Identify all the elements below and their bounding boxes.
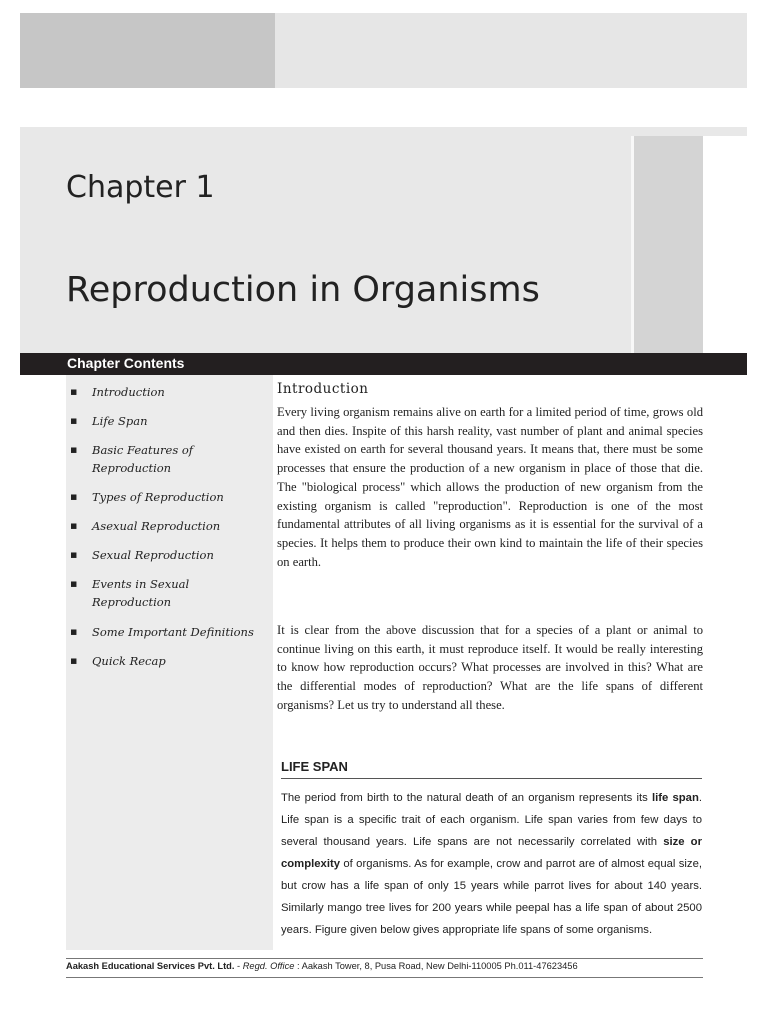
footer-company: Aakash Educational Services Pvt. Ltd.	[66, 961, 235, 971]
page-footer	[66, 961, 703, 971]
footer-divider-bottom	[66, 977, 703, 978]
introduction-paragraph-1: Every living organism remains alive on earth for a limited period of time, grows old and then dies. Inspite of this harsh reality, vast number of plant and animal species have existed on earth for several thousand years. It means that, there must be some processes that ensure the production of a new organism in place of those that die. The "biological process" which allows the production of new organism from the existing organism is called "reproduction". Reproduction is one of the most fundamental attributes of all living organisms as it is essential for the survival of a species. It helps them to produce their own kind to maintain the life of their species on earth.	[277, 405, 703, 569]
chapter-header-box	[20, 127, 631, 353]
life-span-text-start: The period from birth to the natural death of an organism represents its	[281, 792, 652, 804]
chapter-number: Chapter 1	[66, 170, 215, 205]
bullet-icon: ▪	[70, 654, 78, 667]
life-span-heading: LIFE SPAN	[281, 759, 348, 774]
bullet-icon: ▪	[70, 519, 78, 532]
header-side-block	[631, 136, 703, 353]
introduction-heading: Introduction	[277, 381, 369, 397]
footer-office-label: Regd. Office	[242, 961, 295, 971]
contents-item-label: Introduction	[92, 385, 165, 399]
introduction-paragraph-2: It is clear from the above discussion that for a species of a plant or animal to continue living on this earth, it must reproduce itself. It would be really interesting to know how reproduction occurs? What processes are involved in this? What are the differential modes of reproduction? What are the life spans of different organisms? Let us try to understand all these.	[277, 623, 703, 712]
contents-item-label: Some Important Definitions	[92, 625, 254, 639]
bullet-icon: ▪	[70, 625, 78, 638]
footer-separator: -	[234, 961, 243, 971]
header-side-edge	[631, 136, 634, 353]
bullet-icon: ▪	[70, 414, 78, 427]
bullet-icon: ▪	[70, 577, 78, 590]
bullet-icon: ▪	[70, 385, 78, 398]
life-span-term: life span	[651, 792, 699, 804]
top-banner-dark	[20, 13, 275, 88]
contents-sidebar	[66, 375, 273, 950]
bullet-icon: ▪	[70, 490, 78, 503]
contents-item-label: Basic Features of Reproduction	[92, 443, 194, 475]
contents-item-label: Life Span	[92, 414, 148, 428]
bullet-icon: ▪	[70, 443, 78, 456]
contents-item-label: Types of Reproduction	[92, 490, 224, 504]
contents-item-label: Quick Recap	[92, 654, 166, 668]
chapter-title: Reproduction in Organisms	[66, 270, 540, 310]
life-span-divider	[281, 778, 702, 779]
header-accent-strip	[631, 127, 747, 136]
contents-item-label: Asexual Reproduction	[92, 519, 221, 533]
chapter-contents-heading: Chapter Contents	[67, 355, 185, 371]
life-span-text-end: of organisms. As for example, crow and parrot are of almost equal size, but crow has a life span of only 15 years while parrot lives for about 140 years. Similarly mango tree lives for 200 years while peepal has a life span of about 2500 years. Figure given below gives appropriate life spans of some organisms.	[281, 858, 702, 936]
life-span-paragraph	[281, 787, 702, 941]
footer-divider-top	[66, 958, 703, 959]
bullet-icon: ▪	[70, 548, 78, 561]
contents-item-label: Sexual Reproduction	[92, 548, 214, 562]
footer-address: : Aakash Tower, 8, Pusa Road, New Delhi-110005 Ph.011-47623456	[294, 961, 578, 971]
contents-item-label: Events in Sexual Reproduction	[92, 577, 190, 609]
life-span-text-middle: . Life span is a specific trait of each organism. Life span varies from few days to several thousand years. Life spans are not necessarily correlated with	[281, 792, 702, 848]
top-banner-light	[275, 13, 747, 88]
chapter-contents-bar	[20, 353, 747, 375]
life-span-emphasis: size or complexity	[281, 836, 702, 870]
